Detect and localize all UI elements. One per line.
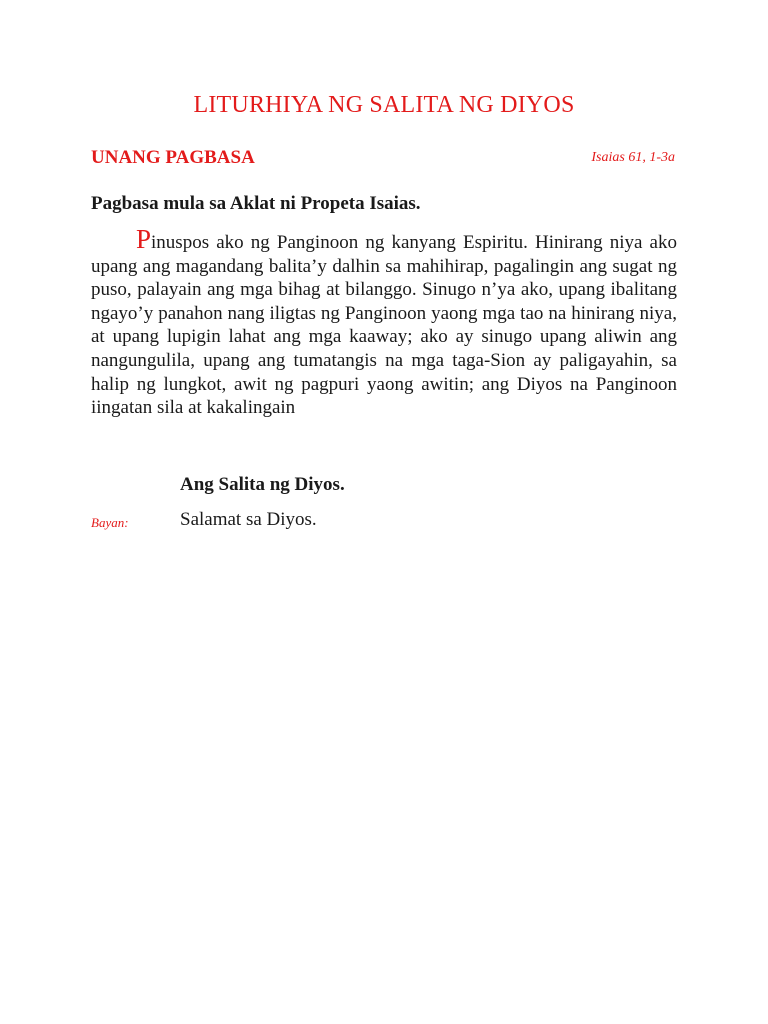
scripture-reference: Isaias 61, 1-3a: [591, 150, 675, 165]
response-label: Bayan:: [91, 515, 129, 530]
response-text: Salamat sa Diyos.: [180, 509, 317, 530]
reading-body: [91, 226, 677, 420]
reading-heading: UNANG PAGBASA: [91, 147, 255, 168]
drop-cap-letter: P: [136, 224, 152, 254]
reading-closing: Ang Salita ng Diyos.: [180, 474, 345, 495]
reading-body-text: inuspos ako ng Panginoon ng kanyang Espiritu. Hinirang niya ako upang ang magandang balita’y dalhin sa mahihirap, pagalingin ang sugat ng puso, palayain ang mga bihag at bilanggo. Sinugo n’ya ako, upang ibalitang ngayo’y panahon nang iligtas ng Panginoon yaong mga tao na hinirang niya, at upang lupigin lahat ang mga kaaway; ako ay sinugo upang aliwin ang nangungulila, upang ang tumatangis na mga taga-Sion ay paligayahin, sa halip ng lungkot, awit ng pagpuri yaong awitin; ang Diyos na Panginoon iingatan sila at kakalingain: [91, 232, 677, 419]
page-title: LITURHIYA NG SALITA NG DIYOS: [193, 92, 575, 118]
reading-intro: Pagbasa mula sa Aklat ni Propeta Isaias.: [91, 193, 421, 214]
